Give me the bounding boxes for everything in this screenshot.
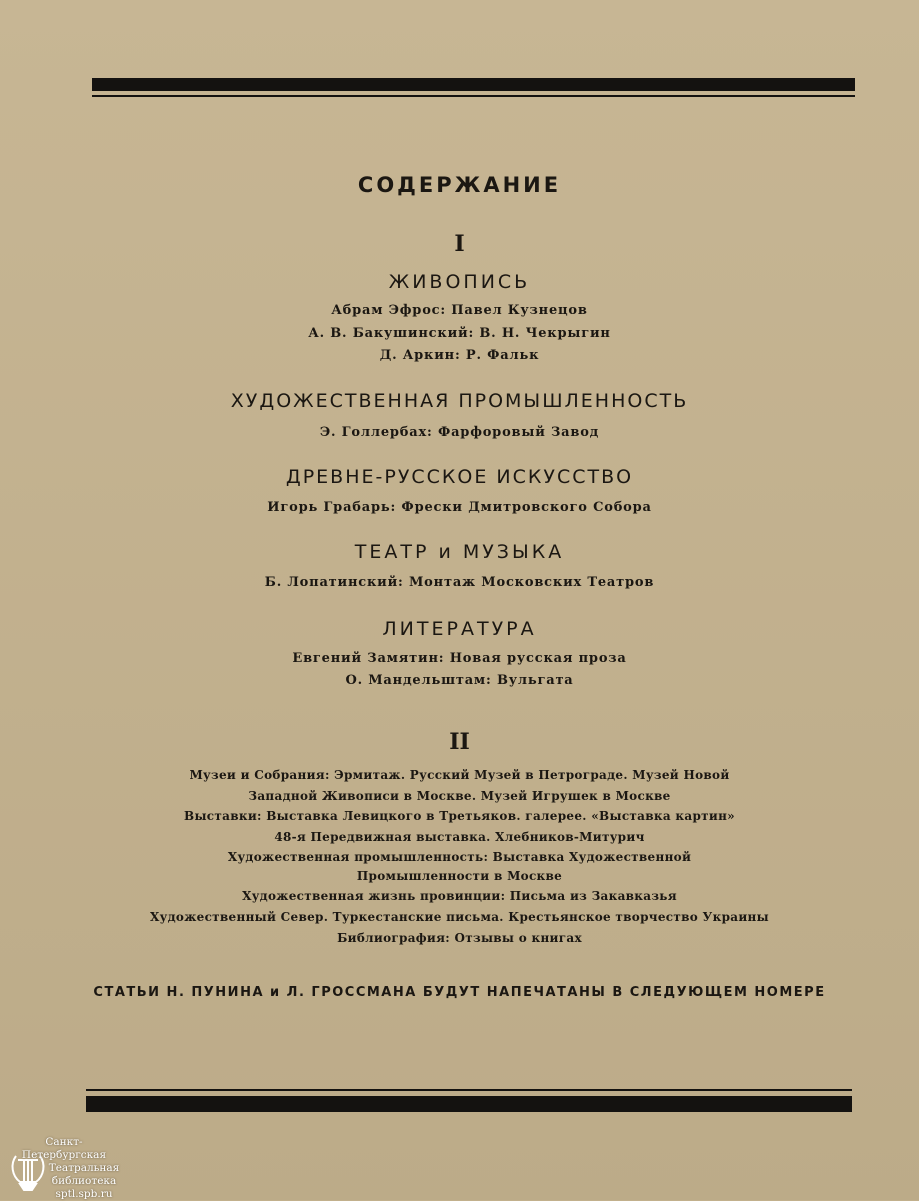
part-two-line: Художественная жизнь провинции: Письма из Закавказья [242, 889, 677, 903]
toc-entry: О. Мандельштам: Вульгата [345, 673, 574, 688]
toc-entry: Абрам Эфрос: Павел Кузнецов [331, 303, 588, 318]
part-two-line: Художественный Север. Туркестанские письма. Крестьянское творчество Украины [150, 910, 769, 924]
watermark-line: библиотека [51, 1175, 117, 1187]
toc-entry: Э. Голлербах: Фарфоровый Завод [319, 425, 600, 440]
toc-entry: Б. Лопатинский: Монтаж Московских Театров [264, 575, 655, 590]
section-heading-literature: ЛИТЕРАТУРА [382, 618, 537, 640]
watermark-line: Театральная [48, 1162, 120, 1174]
library-watermark [4, 1136, 124, 1201]
toc-entry: Игорь Грабарь: Фрески Дмитровского Собора [267, 500, 652, 515]
toc-entry: Д. Аркин: Р. Фальк [379, 348, 540, 363]
top-thick-rule [92, 78, 855, 91]
part-two-numeral: II [449, 729, 470, 755]
section-heading-old-russian-art: ДРЕВНЕ-РУССКОЕ ИСКУССТВО [285, 466, 634, 488]
part-two-line: 48-я Передвижная выставка. Хлебников-Митурич [274, 830, 645, 844]
part-two-line: Библиография: Отзывы о книгах [337, 931, 582, 945]
next-issue-notice: СТАТЬИ Н. ПУНИНА и Л. ГРОССМАНА БУДУТ НАПЕЧАТАНЫ В СЛЕДУЮЩЕМ НОМЕРЕ [93, 985, 826, 1000]
toc-entry: А. В. Бакушинский: В. Н. Чекрыгин [308, 326, 611, 341]
section-heading-industry: ХУДОЖЕСТВЕННАЯ ПРОМЫШЛЕННОСТЬ [230, 390, 689, 412]
watermark-line: Санкт-Петербургская [21, 1136, 107, 1161]
page-title: СОДЕРЖАНИЕ [357, 173, 562, 197]
part-two-line: Западной Живописи в Москве. Музей Игрушек в Москве [248, 789, 671, 803]
watermark-url: sptl.spb.ru [55, 1188, 113, 1200]
bottom-thin-rule [86, 1089, 852, 1091]
section-heading-theatre-music: ТЕАТР и МУЗЫКА [354, 541, 565, 563]
part-two-line: Выставки: Выставка Левицкого в Третьяков. галерее. «Выставка картин» [184, 809, 735, 823]
section-heading-painting: ЖИВОПИСЬ [388, 271, 531, 293]
toc-entry: Евгений Замятин: Новая русская проза [292, 651, 627, 666]
bottom-thick-rule [86, 1096, 852, 1112]
part-two-line: Художественная промышленность: Выставка Художественной [227, 850, 692, 864]
part-two-line: Музеи и Собрания: Эрмитаж. Русский Музей в Петрограде. Музей Новой [189, 768, 730, 782]
part-two-line: Промышленности в Москве [356, 869, 563, 883]
top-thin-rule [92, 95, 855, 97]
part-one-numeral: I [454, 231, 465, 257]
